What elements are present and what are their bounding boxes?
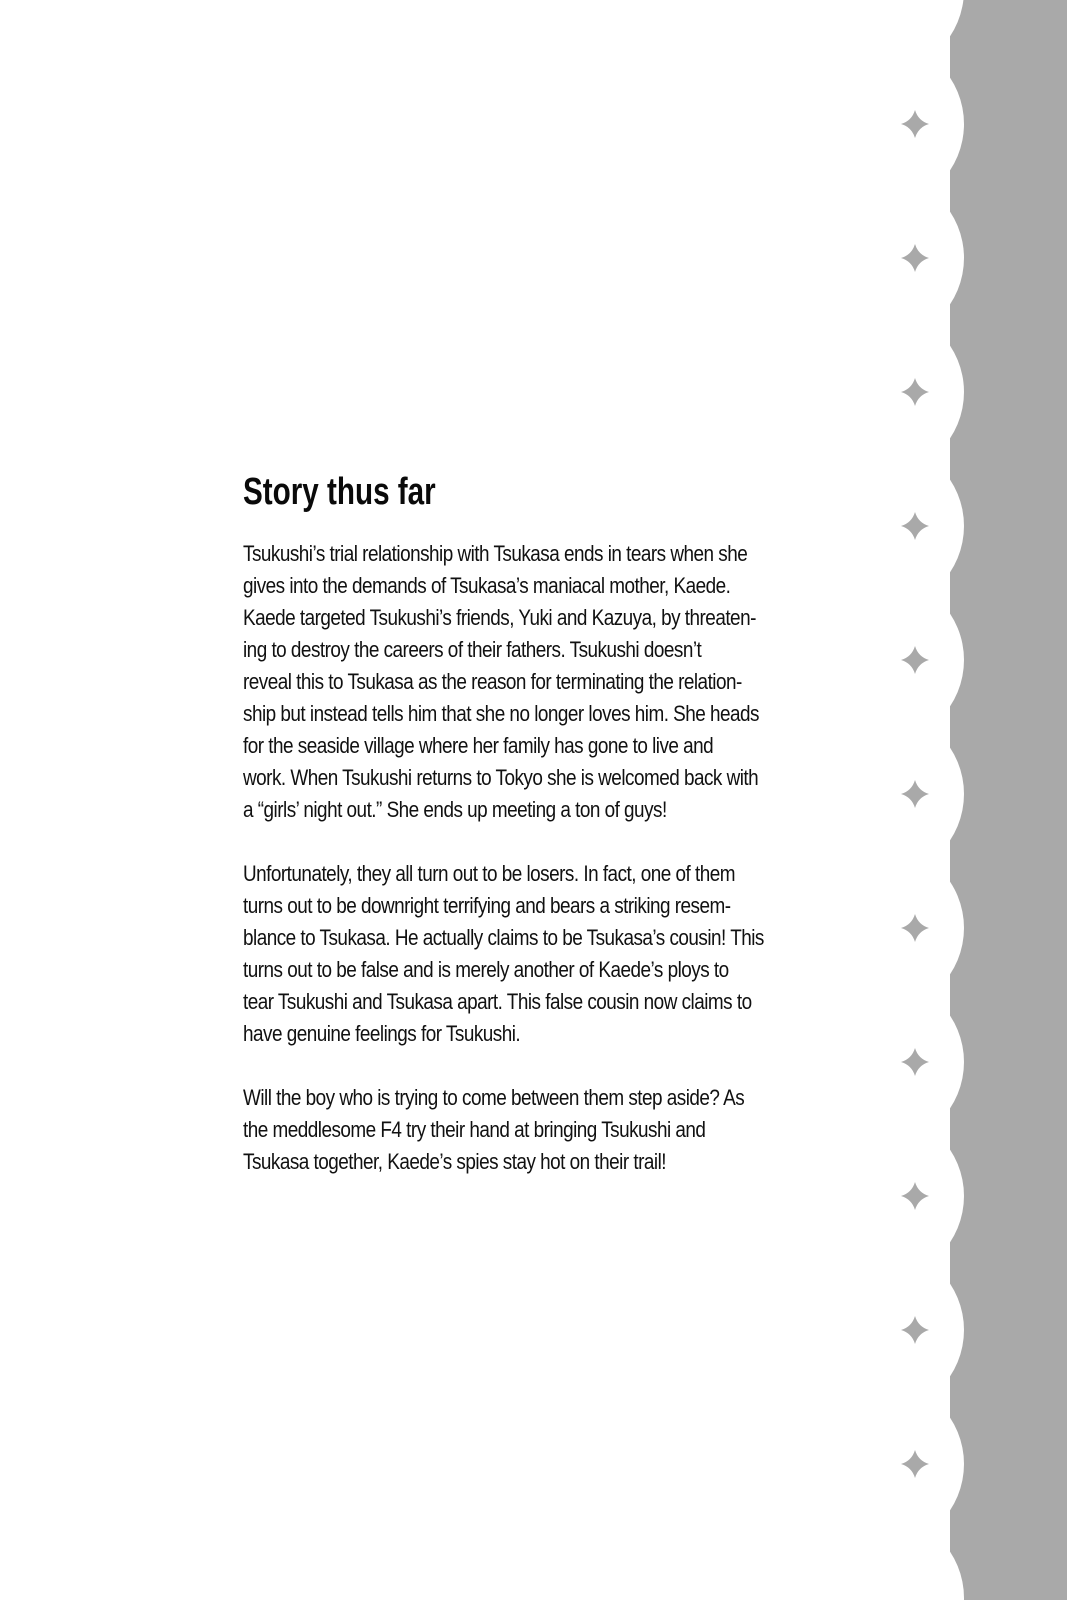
story-paragraph xyxy=(243,858,788,1050)
story-paragraph xyxy=(243,538,788,826)
story-line: tear Tsukushi and Tsukasa apart. This false cousin now claims to xyxy=(243,988,752,1014)
story-line: a “girls’ night out.” She ends up meeting a ton of guys! xyxy=(243,796,667,822)
page-title: Story thus far xyxy=(243,471,436,513)
story-line: Tsukasa together, Kaede’s spies stay hot on their trail! xyxy=(243,1148,666,1174)
story-line: Tsukushi’s trial relationship with Tsukasa ends in tears when she xyxy=(243,540,748,566)
story-line: gives into the demands of Tsukasa’s maniacal mother, Kaede. xyxy=(243,572,731,598)
story-line: Kaede targeted Tsukushi’s friends, Yuki and Kazuya, by threaten- xyxy=(243,604,756,630)
story-line: work. When Tsukushi returns to Tokyo she is welcomed back with xyxy=(243,764,759,790)
story-line: blance to Tsukasa. He actually claims to be Tsukasa’s cousin! This xyxy=(243,924,764,950)
story-text xyxy=(243,538,788,1178)
story-line: ing to destroy the careers of their fathers. Tsukushi doesn’t xyxy=(243,636,702,662)
story-line: reveal this to Tsukasa as the reason for terminating the relation- xyxy=(243,668,742,694)
story-line: for the seaside village where her family has gone to live and xyxy=(243,732,714,758)
story-line: ship but instead tells him that she no longer loves him. She heads xyxy=(243,700,760,726)
story-line: have genuine feelings for Tsukushi. xyxy=(243,1020,521,1046)
story-line: Unfortunately, they all turn out to be losers. In fact, one of them xyxy=(243,860,735,886)
story-line: Will the boy who is trying to come between them step aside? As xyxy=(243,1084,745,1110)
story-line: the meddlesome F4 try their hand at bringing Tsukushi and xyxy=(243,1116,706,1142)
story-content xyxy=(243,470,788,1210)
story-line: turns out to be false and is merely another of Kaede’s ploys to xyxy=(243,956,729,982)
scalloped-border xyxy=(880,0,1067,1600)
story-line: turns out to be downright terrifying and bears a striking resem- xyxy=(243,892,731,918)
story-paragraph xyxy=(243,1082,788,1178)
